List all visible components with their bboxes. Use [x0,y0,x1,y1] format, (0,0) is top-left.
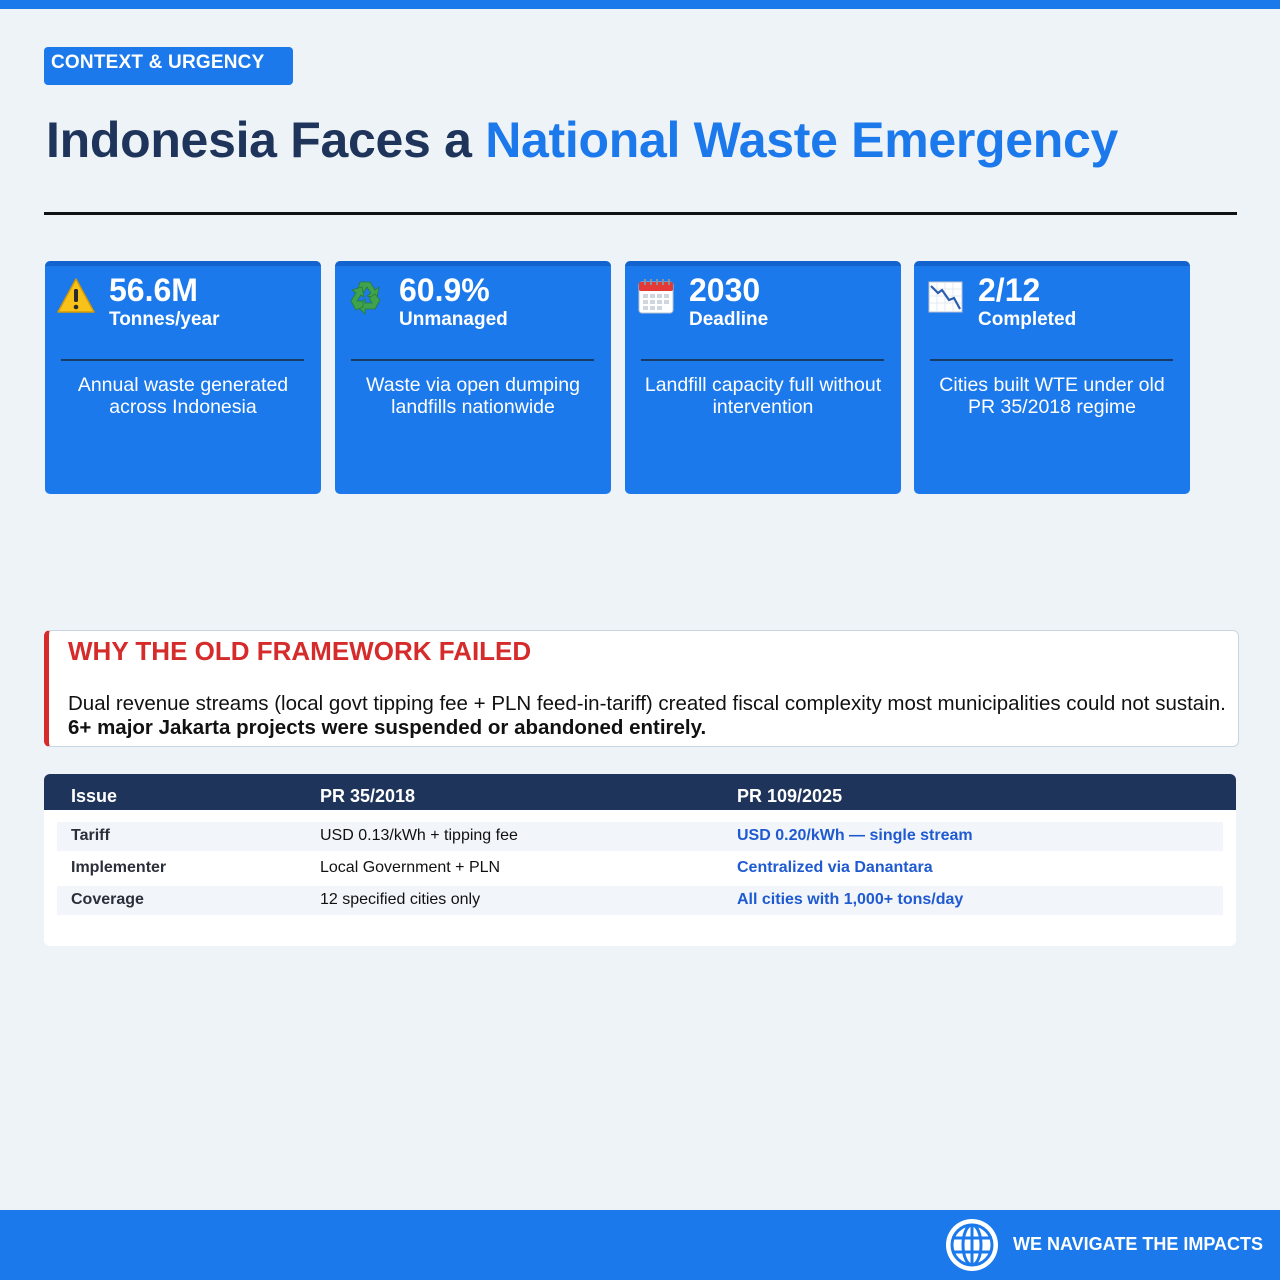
footer-tagline: WE NAVIGATE THE IMPACTS [1013,1234,1263,1254]
stat-description: Waste via open dumping landfills nationwide [366,374,580,418]
top-accent-bar [0,0,1280,9]
stat-description: Cities built WTE under old PR 35/2018 regime [939,374,1165,418]
stat-card-completed [914,261,1190,494]
stat-unit: Completed [978,309,1077,330]
page-title [46,111,1118,169]
globe-logo-icon [945,1218,999,1272]
stat-divider [351,359,594,361]
stat-card-waste-generated [45,261,321,494]
stat-value: 2/12 [978,272,1041,308]
stat-unit: Deadline [689,309,769,330]
column-header-issue: Issue [71,786,118,806]
framework-failure-panel [44,630,1239,747]
panel-body-emphasis: 6+ major Jakarta projects were suspended or abandoned entirely. [68,716,707,739]
cell-issue: Implementer [71,859,167,876]
panel-body-text: Dual revenue streams (local govt tipping fee + PLN feed-in-tariff) created fiscal complexity most municipalities could not sustain. [68,692,1226,715]
footer-bar [0,1210,1280,1280]
table-row [57,886,1223,915]
cell-old: USD 0.13/kWh + tipping fee [320,827,518,844]
comparison-table [44,774,1236,946]
page-title-accent: National Waste Emergency [485,112,1119,168]
stat-description: Landfill capacity full without intervention [644,374,882,418]
stat-unit: Unmanaged [399,309,508,330]
stat-description: Annual waste generated across Indonesia [77,374,289,418]
panel-body [68,692,1228,740]
page-title-main: Indonesia Faces a [46,112,486,168]
column-header-new-regulation: PR 109/2025 [737,786,843,806]
table-header-row [44,774,1236,810]
cell-new: USD 0.20/kWh — single stream [737,827,973,844]
stat-value: 60.9% [399,272,490,308]
table-row [57,854,1223,883]
cell-issue: Coverage [71,891,144,908]
chart-decreasing-icon [925,276,965,316]
warning-icon [56,276,96,316]
stat-divider [61,359,304,361]
stat-divider [641,359,884,361]
title-divider [44,212,1237,215]
calendar-icon [636,276,676,316]
cell-issue: Tariff [71,827,110,844]
stat-card-deadline [625,261,901,494]
column-header-old-regulation: PR 35/2018 [320,786,416,806]
stat-value: 56.6M [109,272,198,308]
cell-old: Local Government + PLN [320,859,501,876]
panel-title: WHY THE OLD FRAMEWORK FAILED [68,636,532,666]
cell-old: 12 specified cities only [320,891,481,908]
stat-value: 2030 [689,272,761,308]
cell-new: Centralized via Danantara [737,859,933,876]
cell-new: All cities with 1,000+ tons/day [737,891,964,908]
recycle-icon [346,276,386,316]
section-badge: CONTEXT & URGENCY [44,47,293,85]
stat-divider [930,359,1173,361]
stat-card-unmanaged [335,261,611,494]
stat-unit: Tonnes/year [109,309,220,330]
table-row [57,822,1223,851]
